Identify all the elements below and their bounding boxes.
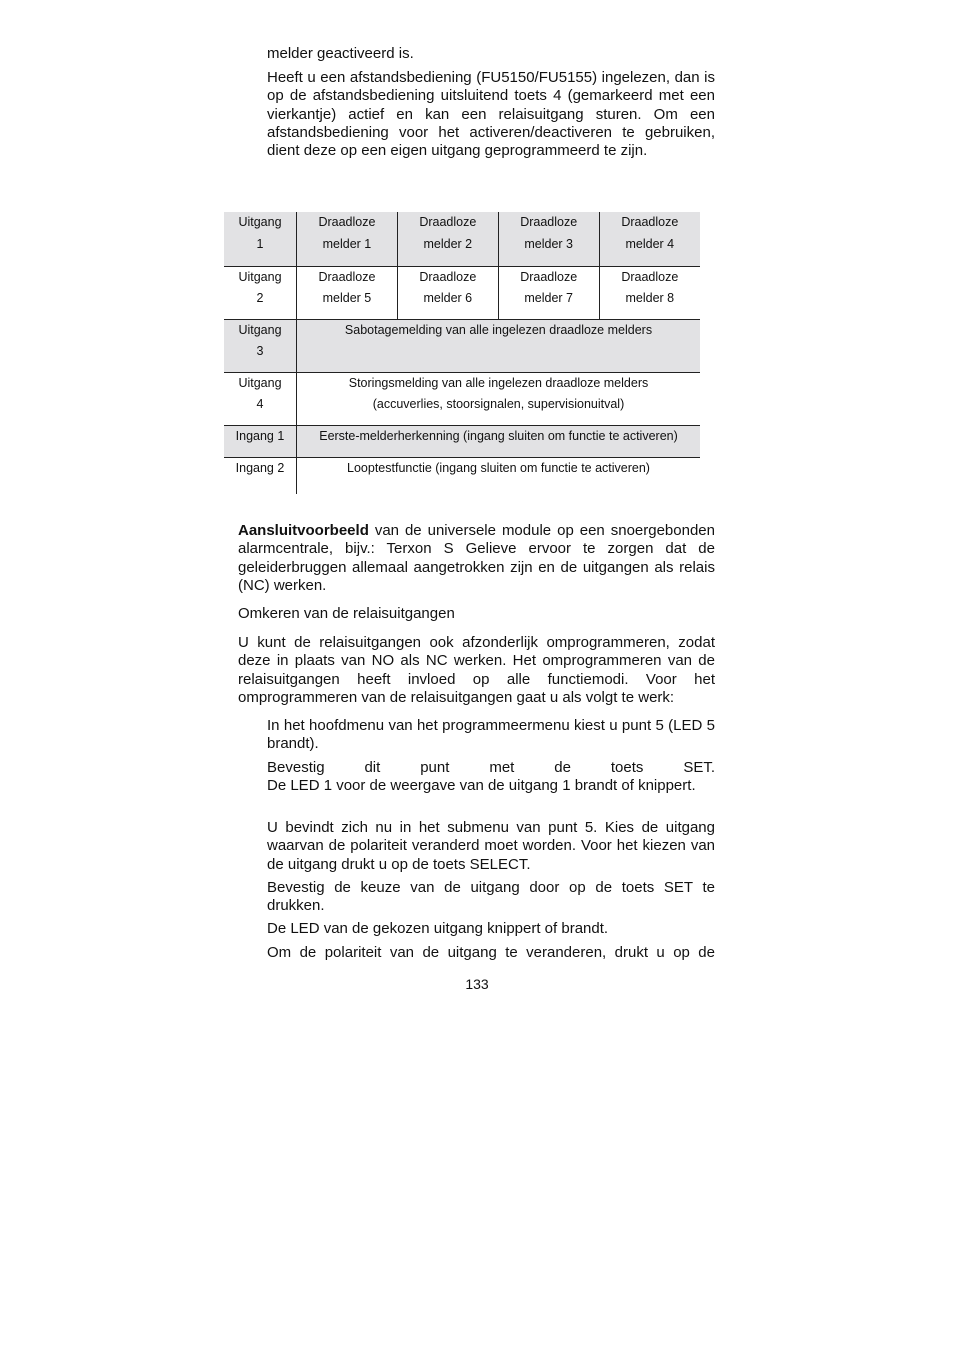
step-3: U bevindt zich nu in het submenu van punt 5. Kies de uitgang waarvan de polariteit veranderd moet worden. Voor het kiezen van de uitgang drukt u op de toets SELECT. [267,819,715,873]
example-text: van de universele module op een snoergebonden alarmcentrale, bijv.: Terxon S Gelieve ervoor te zorgen dat de geleiderbruggen allemaal aangetrokken zijn en de uitgangen als relais (NC) werken. [238,522,715,594]
table-cell: Draadloze melder 7 [498,266,599,319]
table-cell: Draadloze melder 1 [297,212,398,266]
step-6: Om de polariteit van de uitgang te veranderen, drukt u op de [267,944,715,961]
step-2: Bevestig dit punt met de toets SET. [267,759,715,776]
row-label: Uitgang 1 [224,212,297,266]
table-cell: Draadloze melder 2 [397,212,498,266]
table-row [224,212,700,266]
table-cell: Draadloze melder 4 [599,212,700,266]
table-row [224,425,700,457]
table-cell: Storingsmelding van alle ingelezen draadloze melders (accuverlies, stoorsignalen, supervisionuitval) [297,372,701,425]
table-cell: Sabotagemelding van alle ingelezen draadloze melders [297,319,701,372]
example-bold: Aansluitvoorbeeld [238,522,369,539]
table-row [224,266,700,319]
table-cell: Draadloze melder 3 [498,212,599,266]
intro-paragraph: Heeft u een afstandsbediening (FU5150/FU5155) ingelezen, dan is op de afstandsbediening uitsluitend toets 4 (gemarkeerd met een vierkantje) actief en kan een relaisuitgang sturen. Om een afstandsbediening voor het activeren/deactiveren te gebruiken, dient deze op een eigen uitgang geprogrammeerd te zijn. [267,69,715,160]
row-label: Uitgang 3 [224,319,297,372]
step-4: Bevestig de keuze van de uitgang door op de toets SET te drukken. [267,879,715,915]
table-row [224,372,700,425]
instruction-paragraph: U kunt de relaisuitgangen ook afzonderlijk omprogrammeren, zodat deze in plaats van NO als NC werken. Het omprogrammeren van de relaisuitgangen heeft invloed op alle functiemodi. Voor het omprogrammeren van de relaisuitgangen gaat u als volgt te werk: [238,634,715,706]
step-1: In het hoofdmenu van het programmeermenu kiest u punt 5 (LED 5 brandt). [267,717,715,753]
step-5: De LED van de gekozen uitgang knippert of brandt. [267,920,609,937]
table-row [224,457,700,494]
example-paragraph [238,522,715,595]
step-2b: De LED 1 voor de weergave van de uitgang 1 brandt of knippert. [267,777,696,794]
table-cell: Eerste-melderherkenning (ingang sluiten om functie te activeren) [297,425,701,457]
row-label: Uitgang 4 [224,372,297,425]
table-cell: Looptestfunctie (ingang sluiten om functie te activeren) [297,457,701,494]
intro-line: melder geactiveerd is. [267,45,414,62]
page-number: 133 [465,976,489,992]
table-row [224,319,700,372]
section-heading: Omkeren van de relaisuitgangen [238,605,455,622]
table-cell: Draadloze melder 8 [599,266,700,319]
row-label: Uitgang 2 [224,266,297,319]
table-cell: Draadloze melder 6 [397,266,498,319]
row-label: Ingang 1 [224,425,297,457]
function-table [224,212,700,494]
row-label: Ingang 2 [235,460,285,475]
table-cell: Draadloze melder 5 [297,266,398,319]
